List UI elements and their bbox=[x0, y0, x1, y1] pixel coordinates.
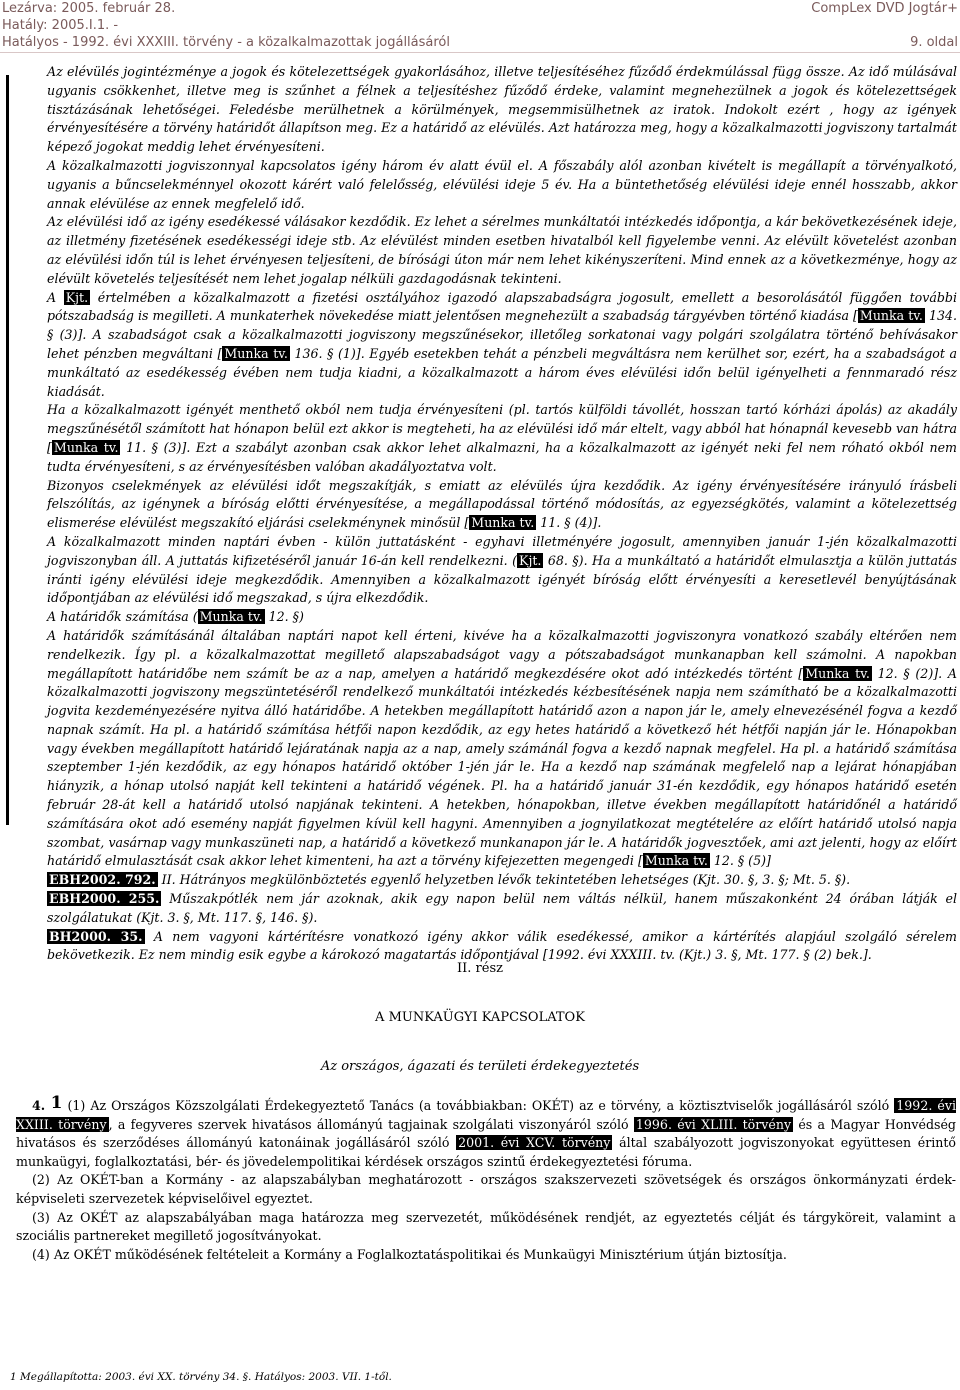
header-closing-date: Lezárva: 2005. február 28. bbox=[2, 1, 176, 16]
ref-link-munka-tv[interactable]: Munka tv. bbox=[644, 853, 708, 869]
header-law-title: Hatályos - 1992. évi XXXIII. törvény - a közalkalmazottak jogállásáról bbox=[2, 35, 450, 50]
law-paragraph: 4. 1 (1) Az Országos Közszolgálati Érdekegyeztető Tanács (a továbbiakban: OKÉT) az e törvény, a köztisztviselők jogállásáról szóló 1992. évi XXIII. törvény , a fegyveres szervek hivatásos állományú tagjainak szolgálati viszonyáról szóló 1996. évi XLIII. törvény és a Magyar Honvédség hivatásos és szerződéses állományú katonáinak jogállásáról szóló 2001. évi XCV. törvény által szabályozott jogviszonyokat együttesen érintő munkaügyi, foglalkoztatási, bér- és jövedelempolitikai kérdések országos szintű érdekegyeztetési fóruma. bbox=[16, 1093, 957, 1169]
decision-link[interactable]: BH2000. 35. bbox=[49, 928, 143, 944]
section-title: Az országos, ágazati és területi érdekegyeztetés bbox=[320, 1059, 640, 1074]
ref-link-munka-tv[interactable]: Munka tv. bbox=[53, 439, 119, 455]
chapter-title: A MUNKAÜGYI KAPCSOLATOK bbox=[375, 1010, 585, 1025]
change-bar bbox=[6, 75, 9, 825]
commentary bbox=[47, 63, 957, 965]
court-decision: EBH2000. 255. Műszakpótlék nem jár azoknak, akik egy napon belül nem váltás nélkül, hanem műszakonként 24 órában látják el szolgálatukat (Kjt. 3. §, Mt. 117. §, 146. §). bbox=[47, 891, 957, 925]
law-paragraph: (4) Az OKÉT működésének feltételeit a Kormány a Foglalkoztatáspolitikai és Munkaügyi Minisztérium útján biztosítja. bbox=[32, 1246, 787, 1262]
decision-link[interactable]: EBH2000. 255. bbox=[49, 891, 160, 907]
ref-link-munka-tv[interactable]: Munka tv. bbox=[859, 308, 923, 324]
footnote-marker[interactable]: 1 bbox=[50, 1093, 63, 1113]
paragraph: A Kjt. értelmében a közalkalmazott a fizetési osztályához igazodó alapszabadságra jogosult, emellett a besorolásától függően további pótszabadság is megilleti. A munkaterhek növekedése miatt jelentősen megnehezült a szabadság tárgyévben történő kiadása [ Munka tv. 134. § (3)]. A szabadságot csak a közalkalmazotti jogviszony megszűnésekor, illetőleg sorkatonai vagy polgári szolgálatra történő behívásakor lehet pénzben megváltani [ Munka tv. 136. § (1)]. Egyéb esetekben tehát a pénzbeli megváltásra nem kerülhet sor, ezért, ha a szabadságot a munkáltató az esedékesség évében nem tudja kiadni, a közalkalmazott a három éves elévülési időn belül igényelheti a fennmaradó rész kiadását. bbox=[47, 289, 958, 399]
paragraph: Bizonyos cselekmények az elévülési időt megszakítják, s emiatt az elévülés újra kezdődik. Az igény érvényesítésére irányuló írásbeli felszólítás, az igénynek a bíróság előtti érvényesítése, a megállapodással történő módosítás, az egyezségkötés, valamint a kötelezettség elismerése elévülést megszakító eljárási cselekménynek minősül [ Munka tv. 11. § (4)]. bbox=[47, 477, 957, 531]
header-rule bbox=[0, 52, 960, 53]
section-number: 4. bbox=[32, 1098, 51, 1113]
ref-link-kjt[interactable]: Kjt. bbox=[519, 552, 542, 568]
decision-link[interactable]: EBH2002. 792. bbox=[49, 872, 156, 888]
paragraph: Az elévülés jogintézménye a jogok és kötelezettségek gyakorlásához, illetve teljesítéséhez fűződő érdekmúlással függ össze. Az idő múlásával ugyanis csökkenhet, illetve meg is szűnhet a félnek a teljesítéshez fűződő érdeke, valamint megnehezülnek a jogok és kötelezettségek tisztázásának lehetőségei. Feledésbe merülhetnek a körülmények, megsemmisülhetnek az iratok. Indokolt ezért , hogy az igények érvényesítésére a törvény határidőt állapítson meg. Ez a határidő az elévülés. Azt határozza meg, hogy a közalkalmazotti jogviszony tartalmát képező jogokat meddig lehet érvényesíteni. bbox=[47, 64, 957, 155]
court-decision: BH2000. 35. A nem vagyoni kártérítésre vonatkozó igény akkor válik esedékessé, amikor a kártérítés alapjául szolgáló sérelem bekövetkezik. Ez nem mindig esik egybe a károkozó magatartás időpontjával [1992. évi XXXIII. tv. (Kjt.) 3. §, Mt. 177. § (2) bek.]. bbox=[47, 928, 957, 963]
header-product: CompLex DVD Jogtár+ bbox=[811, 1, 958, 16]
ref-link-munka-tv[interactable]: Munka tv. bbox=[224, 345, 288, 361]
header-page-number: 9. oldal bbox=[910, 35, 958, 50]
footnote: 1 Megállapította: 2003. évi XX. törvény 34. §. Hatályos: 2003. VII. 1-től. bbox=[10, 1371, 392, 1383]
law-link[interactable]: 1992. évi XXIII. törvény bbox=[16, 1098, 956, 1132]
page-header bbox=[0, 0, 960, 54]
ref-link-munka-tv[interactable]: Munka tv. bbox=[199, 609, 263, 625]
paragraph: A határidők számítása ( Munka tv. 12. §) bbox=[47, 609, 304, 625]
part-heading: II. rész bbox=[457, 961, 503, 976]
law-link[interactable]: 2001. évi XCV. törvény bbox=[458, 1135, 611, 1151]
header-validity: Hatály: 2005.I.1. - bbox=[2, 18, 119, 33]
law-section bbox=[16, 1093, 957, 1264]
ref-link-kjt[interactable]: Kjt. bbox=[65, 289, 89, 305]
court-decision: EBH2002. 792. II. Hátrányos megkülönböztetés egyenlő helyzetben lévők tekintetében lehetséges (Kjt. 30. §, 3. §; Mt. 5. §). bbox=[49, 872, 851, 888]
law-link[interactable]: 1996. évi XLIII. törvény bbox=[635, 1116, 792, 1132]
paragraph: A határidők számításánál általában naptári napot kell érteni, kivéve ha a közalkalmazotti jogviszonyra vonatkozó szabály eltérően nem rendelkezik. Így pl. a közalkalmazottat megillető alapszabadságot vagy a pótszabadságot munkanapban kell számolni. A napokban megállapított határidőbe nem számít be az a nap, amelyen a határidő megkezdésére okot adó intézkedés történt [ Munka tv. 12. § (2)]. A közalkalmazotti jogviszony megszüntetéséről rendelkező munkáltatói intézkedés kézbesítésének napja nem számítható be a közalkalmazotti jogvita kezdeményezésére nyitva álló határidőbe. A hetekben megállapított határidő azon a napon jár le, amely elnevezésénél fogva a kezdő napnak számít. Ha pl. a határidő számítása hétfői napon kezdődik, az egy hetes határidő a következő hét hétfői napján jár le. Hónapokban vagy években megállapított határidő lejáratának napja az a nap, amely számánál fogva a kezdő napnak megfelel. Ha pl. a határidő számítása szeptember 1-jén kezdődik, az egy hónapos határidő október 1-jén jár le. Ha a kezdő nap számának megfelelő nap a lejárat hónapjában hiányzik, a hónap utolsó napját kell tekinteni a határidő végének. Pl. ha a határidő január 31-én kezdődik, egy hónapos határidő esetén február 28-át kell a határidő utolsó napjának tekinteni. A hetekben, hónapokban, illetve években megállapított határidőnél a határidő számítására okot adó esemény napját figyelmen kívül kell hagyni. Amennyiben a jognyilatkozat megtételére az előírt határidő utolsó napja szombat, vasárnap vagy munkaszüneti nap, a határidő a következő munkanapon jár le. A határidők jogvesztőek, ami azt jelenti, hogy az előírt határidő elmulasztását csak akkor lehet kimenteni, ha azt a törvény kifejezetten megengedi [ Munka tv. 12. § (5)] bbox=[47, 627, 957, 869]
paragraph: A közalkalmazott minden naptári évben - külön juttatásként - egyhavi illetményére jogosult, amennyiben január 1-jén közalkalmazotti jogviszonyban áll. A juttatás kifizetéséről január 16-án kell rendelkezni. ( Kjt. 68. §). Ha a munkáltató a határidőt elmulasztja a külön juttatás iránti igény elévülési ideje megkezdődik. Amennyiben a közalkalmazott igényét bíróság előtt érvényesíti a keresetlevél benyújtásának időpontjában az elévülési idő megszakad, s újra elkezdődik. bbox=[47, 533, 957, 606]
paragraph: Az elévülési idő az igény esedékessé válásakor kezdődik. Ez lehet a sérelmes munkáltatói intézkedés időpontja, a kár bekövetkezésének ideje, az illetmény fizetésének esedékességi ideje stb. Az elévülést minden esetben hivatalból kell figyelembe venni. Az elévült követelést azonban az elévülési időn túl is lehet érvényesen teljesíteni, de bírósági úton már nem lehet kikényszeríteni. Mind ennek az a következménye, hogy az elévült követelés teljesítését nem lehet jogalap nélküli gazdagodásnak tekinteni. bbox=[47, 214, 957, 286]
paragraph: A közalkalmazotti jogviszonnyal kapcsolatos igény három év alatt évül el. A főszabály alól azonban kivételt is megállapít a törvényalkotó, ugyanis a bűncselekménnyel okozott kárért való felelősség, elévülési ideje 5 év. Ha a büntethetőség elévülési ideje ennél hosszabb, akkor annak elévülése az ennek megfelelő idő. bbox=[47, 157, 957, 211]
paragraph: Ha a közalkalmazott igényét menthető okból nem tudja érvényesíteni (pl. tartós külföldi távollét, hosszan tartó kórházi ápolás) az akadály megszűnésétől számított hat hónapon belül ezt akkor is megteheti, ha az elévülési idő már eltelt, vagy abból hat hónapnál kevesebb van hátra [ Munka tv. 11. § (3)]. Ezt a szabályt azonban csak akkor lehet alkalmazni, ha a közalkalmazott az igényét neki fel nem róható okból nem tudta érvényesíteni, s az érvényesítésben valóban akadályoztatva volt. bbox=[47, 402, 958, 474]
ref-link-munka-tv[interactable]: Munka tv. bbox=[471, 515, 535, 531]
ref-link-munka-tv[interactable]: Munka tv. bbox=[805, 665, 870, 681]
law-paragraph: (2) Az OKÉT-ban a Kormány - az alapszabályban meghatározott - országos szakszervezeti szövetségek és országos önkormányzati érdek-képviseleti szervezetek képviselőivel egyeztet. bbox=[16, 1172, 956, 1206]
law-paragraph: (3) Az OKÉT az alapszabályában maga határozza meg szervezetét, működésének rendjét, az egyeztetés célját és tárgyköreit, valamint a szociális partnereket megillető jogosítványokat. bbox=[16, 1209, 956, 1244]
